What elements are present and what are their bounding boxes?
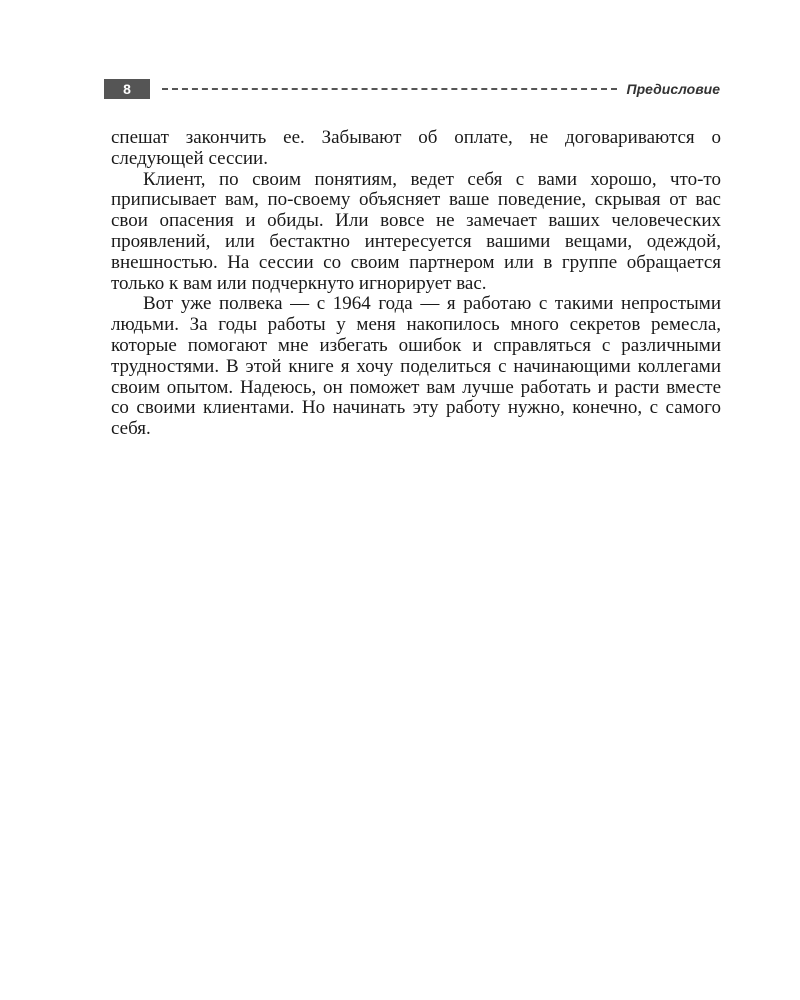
paragraph: Вот уже полвека — с 1964 года — я работаю с такими непростыми людьми. За годы работы у меня накопилось много секретов ремесла, которые помогают мне избегать ошибок и справляться с различными трудностями. В этой книге я хочу поделиться с начинающими коллегами своим опытом. Надеюсь, он поможет вам лучше работать и расти вместе со своими клиентами. Но начинать эту работу нужно, конечно, с самого себя.: [111, 293, 721, 440]
page-number: 8: [104, 79, 150, 99]
section-title: Предисловие: [626, 81, 720, 97]
body-text: [111, 128, 721, 440]
dashed-divider: [162, 88, 617, 90]
paragraph-continuation: спешат закончить ее. Забывают об оплате, не договариваются о следующей сессии.: [111, 127, 721, 169]
running-header: [104, 79, 720, 99]
paragraph: Клиент, по своим понятиям, ведет себя с вами хорошо, что-то приписывает вам, по-своему объясняет ваше поведение, скрывая от вас свои опасения и обиды. Или вовсе не замечает ваших человеческих проявлений, или бестактно интересуется вашими вещами, одеждой, внешностью. На сессии со своим партнером или в группе обращается только к вам или подчеркнуто игнорирует вас.: [111, 168, 721, 294]
